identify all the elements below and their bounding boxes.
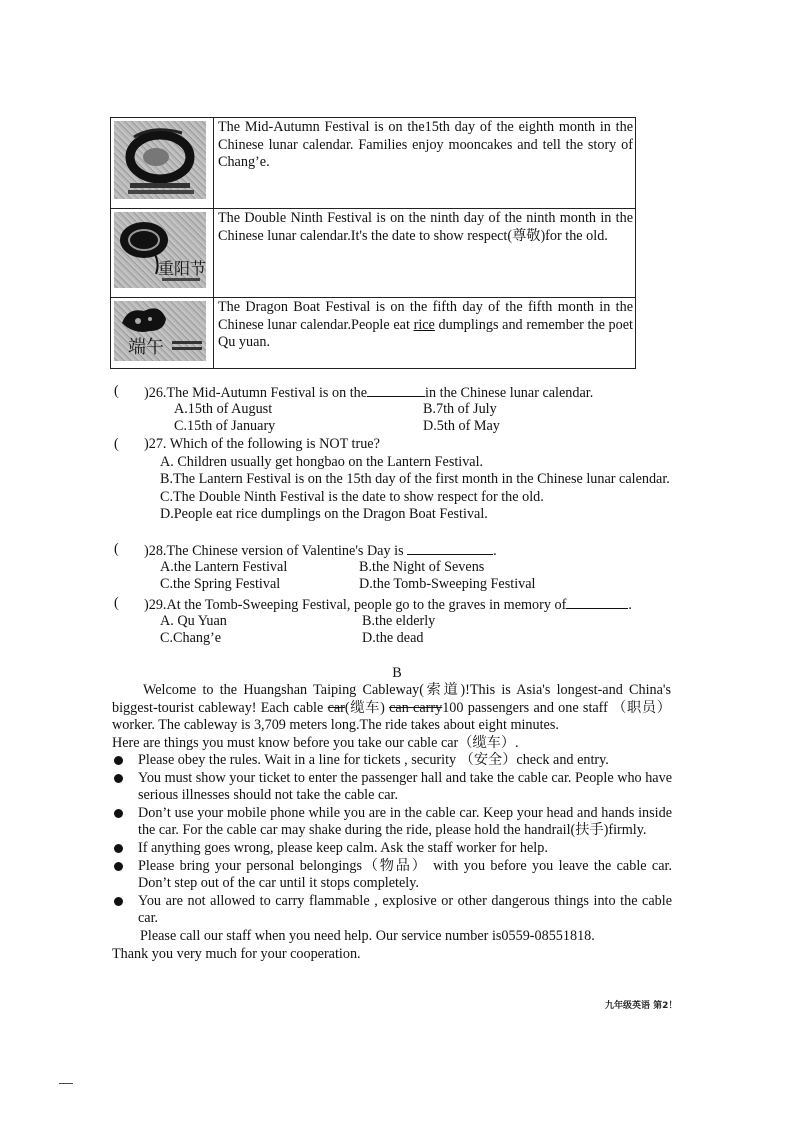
option-b: B.the elderly — [362, 612, 436, 629]
festival-caption: 端午 — [128, 337, 164, 358]
answer-blank[interactable] — [367, 383, 425, 397]
question-29: ( )29.At the Tomb-Sweeping Festival, people go to the graves in memory of . A. Qu Yuan B.the elderly C.Chang’e D.the dead — [114, 595, 632, 647]
passage-intro — [112, 682, 671, 752]
scan-mark — [59, 1083, 73, 1084]
answer-bracket[interactable]: ( — [114, 595, 119, 611]
bullet-icon — [114, 844, 123, 853]
festival-row — [111, 298, 636, 369]
festival-row — [111, 118, 636, 209]
section-heading: B — [392, 665, 402, 681]
bullet-icon — [114, 774, 123, 783]
closing-line: Thank you very much for your cooperation. — [112, 945, 361, 962]
rule-item: Please bring your personal belongings（物品） with you before you leave the cable car. Don’t step out of the car until it stops completely. — [112, 858, 672, 893]
rule-item: Please obey the rules. Wait in a line for tickets , security （安全）check and entry. — [112, 752, 672, 770]
option-b: B.the Night of Sevens — [359, 558, 485, 575]
option-d: D.the Tomb-Sweeping Festival — [359, 576, 536, 593]
page-footer: 九年级英语 第2！ — [605, 1001, 678, 1011]
answer-bracket[interactable]: ( — [114, 541, 119, 557]
intro-paragraph: Welcome to the Huangshan Taiping Cableway(索道)!This is Asia's longest-and China's biggest-tourist cableway! Each cable car(缆车) can carry100 passengers and one staff （职员） worker. The cableway is 3,709 meters long.The ride takes about eight minutes. — [112, 682, 671, 734]
question-text: )27. Which of the following is NOT true? — [144, 436, 380, 452]
bullet-icon — [114, 897, 123, 906]
bullet-icon — [114, 862, 123, 871]
bullet-icon — [114, 756, 123, 765]
option-a: A.15th of August — [174, 400, 273, 417]
option-c: C.the Spring Festival — [160, 576, 281, 593]
rule-item: You are not allowed to carry flammable , explosive or other dangerous things into the cable car. — [112, 893, 672, 928]
double-ninth-festival-logo-icon — [114, 212, 206, 288]
answer-bracket[interactable]: ( — [114, 383, 119, 399]
option-a: A. Qu Yuan — [160, 612, 227, 629]
answer-blank[interactable] — [566, 595, 628, 609]
option-a: A.the Lantern Festival — [160, 558, 288, 575]
option-c: C.The Double Ninth Festival is the date to show respect for the old. — [160, 488, 544, 505]
question-28: ( )28.The Chinese version of Valentine's Day is . A.the Lantern Festival B.the Night of Sevens C.the Spring Festival D.the Tomb-Sweeping Festival — [114, 541, 536, 593]
option-d: D.People eat rice dumplings on the Dragon Boat Festival. — [160, 506, 488, 523]
rule-item: You must show your ticket to enter the passenger hall and take the cable car. People who have serious illnesses should not take the cable car. — [112, 770, 672, 805]
option-b: B.The Lantern Festival is on the 15th day of the first month in the Chinese lunar calendar. — [160, 471, 670, 488]
rule-item: Don’t use your mobile phone while you are in the cable car. Keep your head and hands inside the car. For the cable car may shake during the ride, please hold the handrail(扶手)firmly. — [112, 805, 672, 840]
festival-description: The Dragon Boat Festival is on the fifth day of the fifth month in the Chinese lunar calendar.People eat rice dumplings and remember the poet Qu yuan. — [214, 298, 636, 369]
answer-bracket[interactable]: ( — [114, 436, 119, 452]
rule-item: If anything goes wrong, please keep calm. Ask the staff worker for help. — [112, 840, 672, 858]
festival-description: The Mid-Autumn Festival is on the15th day of the eighth month in the Chinese lunar calendar. Families enjoy mooncakes and tell the story of Chang’e. — [214, 118, 636, 209]
option-c: C.Chang’e — [160, 630, 222, 647]
option-b: B.7th of July — [423, 400, 497, 417]
rules-list — [112, 752, 672, 963]
option-d: D.the dead — [362, 630, 424, 647]
bullet-icon — [114, 809, 123, 818]
festival-description: The Double Ninth Festival is on the ninth day of the ninth month in the Chinese lunar calendar.It's the date to show respect(尊敬)for the old. — [214, 209, 636, 298]
service-line: Please call our staff when you need help. Our service number is0559-08551818. — [140, 927, 595, 944]
question-text: )28.The Chinese version of Valentine's Day is — [144, 543, 404, 559]
question-27 — [114, 436, 680, 524]
festival-table — [110, 117, 636, 369]
question-26: ( )26.The Mid-Autumn Festival is on the in the Chinese lunar calendar. A.15th of August B.7th of July C.15th of January D.5th of May — [114, 383, 594, 435]
question-text: )29.At the Tomb-Sweeping Festival, people go to the graves in memory of — [144, 597, 567, 613]
dragon-boat-festival-logo-icon — [114, 301, 206, 361]
question-text: )26.The Mid-Autumn Festival is on the — [144, 385, 368, 401]
option-a: A. Children usually get hongbao on the Lantern Festival. — [160, 453, 484, 470]
festival-row — [111, 209, 636, 298]
festival-caption: 重阳节 — [158, 259, 206, 278]
intro-lead: Here are things you must know before you take our cable car（缆车）. — [112, 734, 519, 751]
option-c: C.15th of January — [174, 418, 276, 435]
mid-autumn-festival-logo-icon — [114, 121, 206, 199]
answer-blank[interactable] — [407, 541, 493, 555]
option-d: D.5th of May — [423, 418, 500, 435]
